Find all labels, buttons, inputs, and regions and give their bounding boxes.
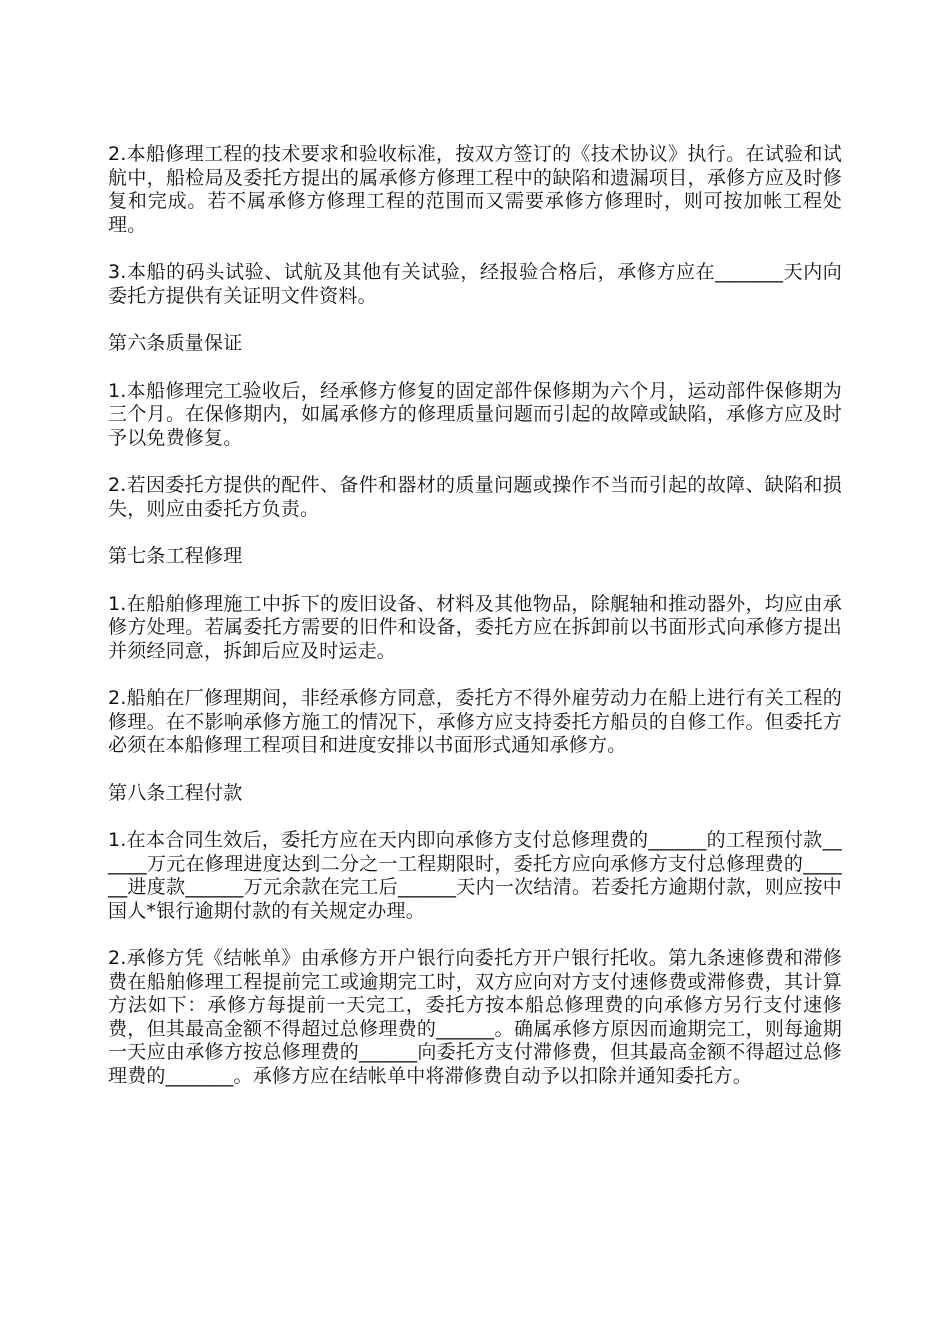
clause-5-item-3: 3.本船的码头试验、试航及其他有关试验，经报验合格后，承修方应在_______天内向委托方提供有关证明文件资料。 — [108, 261, 842, 307]
clause-8-heading: 第八条工程付款 — [108, 781, 243, 804]
clause-7-item-2: 2.船舶在厂修理期间，非经承修方同意，委托方不得外雇劳动力在船上进行有关工程的修理。在不影响承修方施工的情况下，承修方应支持委托方船员的自修工作。但委托方必须在本船修理工程项目和进度安排以书面形式通知承修方。 — [108, 687, 842, 756]
clause-6-heading: 第六条质量保证 — [108, 332, 243, 354]
clause-7-heading: 第七条工程修理 — [108, 545, 243, 567]
clause-5-item-2: 2.本船修理工程的技术要求和验收标准，按双方签订的《技术协议》执行。在试验和试航中，船检局及委托方提出的属承修方修理工程中的缺陷和遗漏项目，承修方应及时修复和完成。若不属承修方修理工程的范围而又需要承修方修理时，则可按加帐工程处理。 — [108, 143, 842, 236]
clause-6-item-2: 2.若因委托方提供的配件、备件和器材的质量问题或操作不当而引起的故障、缺陷和损失，则应由委托方负责。 — [108, 474, 842, 520]
clause-7-item-1: 1.在船舶修理施工中拆下的废旧设备、材料及其他物品，除艉轴和推动器外，均应由承修方处理。若属委托方需要的旧件和设备，委托方应在拆卸前以书面形式向承修方提出并须经同意，拆卸后应及时运走。 — [108, 592, 842, 662]
clause-8-item-2: 2.承修方凭《结帐单》由承修方开户银行向委托方开户银行托收。第九条速修费和滞修费在船舶修理工程提前完工或逾期完工时，双方应向对方支付速修费或滞修费，其计算方法如下：承修方每提前一天完工，委托方按本船总修理费的向承修方另行支付速修费，但其最高金额不得超过总修理费的______。确属承修方原因而逾期完工，则每逾期一天应由承修方按总修理费的______向委托方支付滞修费，但其最高金额不得超过总修理费的_______。承修方应在结帐单中将滞修费自动予以扣除并通知委托方。 — [108, 947, 842, 1087]
clause-6-item-1: 1.本船修理完工验收后，经承修方修复的固定部件保修期为六个月，运动部件保修期为三个月。在保修期内，如属承修方的修理质量问题而引起的故障或缺陷，承修方应及时予以免费修复。 — [108, 379, 842, 449]
clause-8-item-1: 1.在本合同生效后，委托方应在天内即向承修方支付总修理费的______的工程预付款______万元在修理进度达到二分之一工程期限时，委托方应向承修方支付总修理费的______进度款______万元余款在完工后______天内一次结清。若委托方逾期付款，则应按中国人*银行逾期付款的有关规定办理。 — [108, 829, 842, 922]
document-page — [108, 143, 842, 1112]
